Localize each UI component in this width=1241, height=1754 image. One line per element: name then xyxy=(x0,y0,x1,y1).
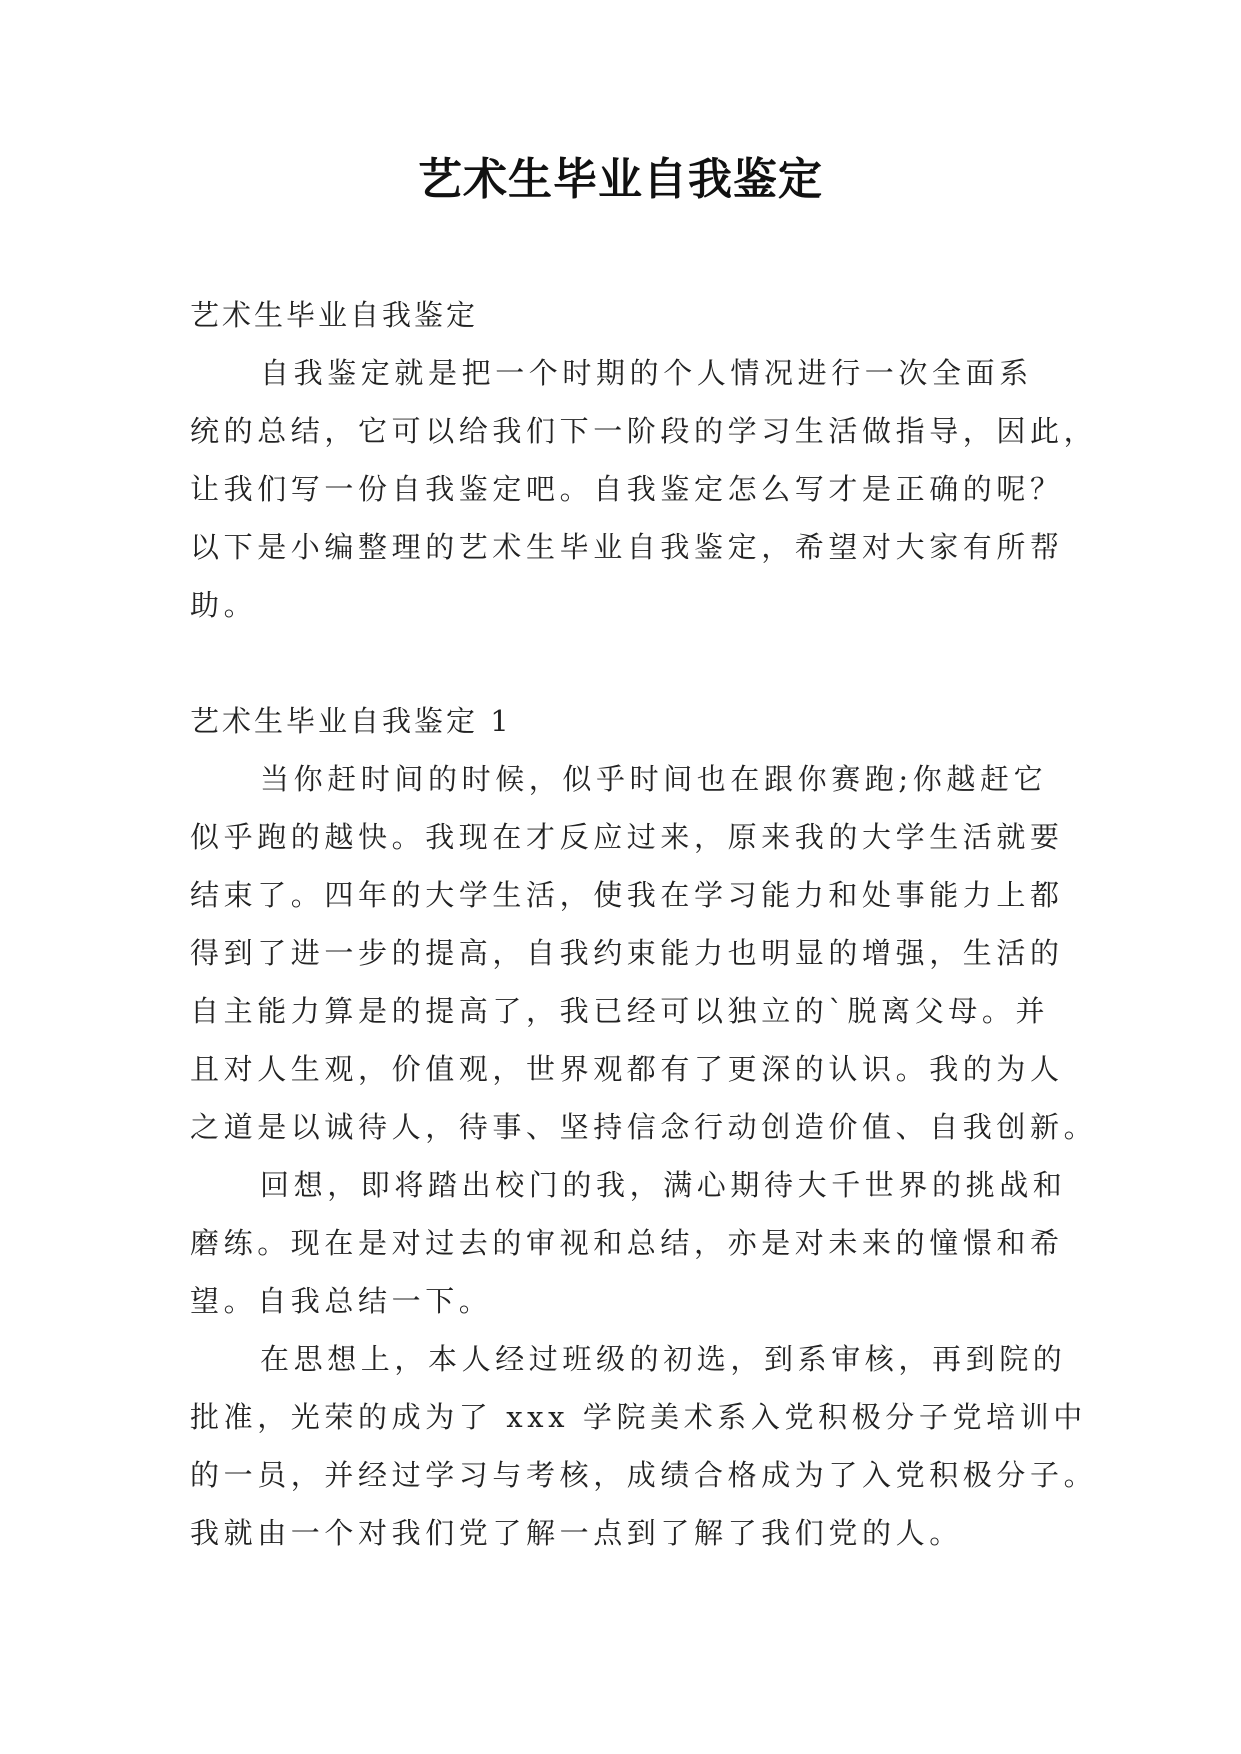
intro-line: 助。 xyxy=(190,588,258,622)
section-1-para-1-line: 得到了进一步的提高，自我约束能力也明显的增强，生活的 xyxy=(190,936,1064,970)
intro-line: 让我们写一份自我鉴定吧。自我鉴定怎么写才是正确的呢？ xyxy=(190,472,1064,506)
intro-line: 以下是小编整理的艺术生毕业自我鉴定，希望对大家有所帮 xyxy=(190,530,1064,564)
section-1-para-3-line: 我就由一个对我们党了解一点到了解了我们党的人。 xyxy=(190,1516,963,1550)
section-1-para-1-line: 自主能力算是的提高了，我已经可以独立的`脱离父母。并 xyxy=(190,994,1050,1028)
section-1-para-2-line: 磨练。现在是对过去的审视和总结，亦是对未来的憧憬和希 xyxy=(190,1226,1064,1260)
intro-heading: 艺术生毕业自我鉴定 xyxy=(190,298,479,332)
intro-line: 自我鉴定就是把一个时期的个人情况进行一次全面系 xyxy=(260,356,1033,390)
section-1-para-3-line: 批准，光荣的成为了 xxx 学院美术系入党积极分子党培训中 xyxy=(190,1400,1087,1434)
document-body xyxy=(190,286,1098,1562)
intro-line: 统的总结，它可以给我们下一阶段的学习生活做指导，因此， xyxy=(190,414,1098,448)
section-1-para-1-line: 结束了。四年的大学生活，使我在学习能力和处事能力上都 xyxy=(190,878,1064,912)
section-1-para-3-line: 在思想上，本人经过班级的初选，到系审核，再到院的 xyxy=(260,1342,1067,1376)
section-1-para-2-line: 回想，即将踏出校门的我，满心期待大千世界的挑战和 xyxy=(260,1168,1067,1202)
paragraph-gap xyxy=(190,634,1060,692)
section-1-para-1-line: 当你赶时间的时候，似乎时间也在跟你赛跑;你越赶它 xyxy=(260,762,1048,796)
section-1-para-3-line: 的一员，并经过学习与考核，成绩合格成为了入党积极分子。 xyxy=(190,1458,1098,1492)
section-1-heading: 艺术生毕业自我鉴定 1 xyxy=(190,704,512,738)
section-1-para-1-line: 似乎跑的越快。我现在才反应过来，原来我的大学生活就要 xyxy=(190,820,1064,854)
document-title: 艺术生毕业自我鉴定 xyxy=(418,154,823,205)
section-1-para-1-line: 且对人生观，价值观，世界观都有了更深的认识。我的为人 xyxy=(190,1052,1064,1086)
section-1-para-2-line: 望。自我总结一下。 xyxy=(190,1284,493,1318)
section-1-para-1-line: 之道是以诚待人，待事、坚持信念行动创造价值、自我创新。 xyxy=(190,1110,1098,1144)
